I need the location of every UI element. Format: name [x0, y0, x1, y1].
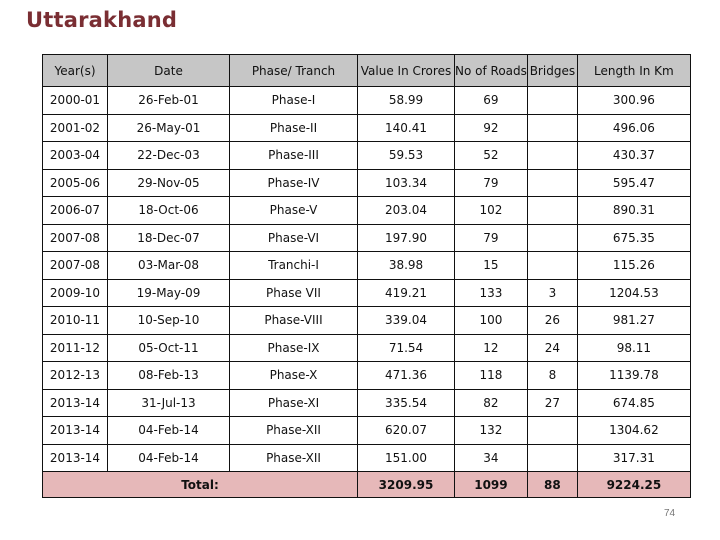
header-value: Value In Crores	[358, 55, 455, 87]
cell-date: 26-May-01	[108, 114, 230, 142]
cell-roads: 82	[455, 389, 528, 417]
cell-years: 2012-13	[43, 362, 108, 390]
cell-length: 1204.53	[577, 279, 690, 307]
cell-bridges	[527, 417, 577, 445]
table-row	[43, 114, 691, 142]
table-row	[43, 87, 691, 115]
cell-years: 2013-14	[43, 417, 108, 445]
cell-date: 29-Nov-05	[108, 169, 230, 197]
total-bridges: 88	[527, 472, 577, 498]
cell-date: 04-Feb-14	[108, 444, 230, 472]
cell-bridges	[527, 252, 577, 280]
cell-roads: 34	[455, 444, 528, 472]
table-row	[43, 142, 691, 170]
cell-roads: 69	[455, 87, 528, 115]
cell-years: 2003-04	[43, 142, 108, 170]
cell-value: 471.36	[358, 362, 455, 390]
cell-length: 1139.78	[577, 362, 690, 390]
cell-value: 151.00	[358, 444, 455, 472]
cell-roads: 92	[455, 114, 528, 142]
page-title: Uttarakhand	[26, 8, 178, 32]
table-row	[43, 224, 691, 252]
cell-value: 103.34	[358, 169, 455, 197]
cell-phase: Phase-III	[230, 142, 358, 170]
cell-length: 674.85	[577, 389, 690, 417]
cell-value: 58.99	[358, 87, 455, 115]
cell-bridges: 24	[527, 334, 577, 362]
header-years: Year(s)	[43, 55, 108, 87]
cell-phase: Phase VII	[230, 279, 358, 307]
cell-phase: Phase-XII	[230, 417, 358, 445]
cell-date: 08-Feb-13	[108, 362, 230, 390]
cell-length: 317.31	[577, 444, 690, 472]
cell-value: 419.21	[358, 279, 455, 307]
table-row	[43, 252, 691, 280]
cell-phase: Phase-IV	[230, 169, 358, 197]
cell-date: 31-Jul-13	[108, 389, 230, 417]
table-row	[43, 197, 691, 225]
cell-phase: Phase-XII	[230, 444, 358, 472]
cell-years: 2010-11	[43, 307, 108, 335]
cell-phase: Phase-II	[230, 114, 358, 142]
cell-years: 2011-12	[43, 334, 108, 362]
cell-phase: Phase-XI	[230, 389, 358, 417]
cell-length: 430.37	[577, 142, 690, 170]
cell-value: 197.90	[358, 224, 455, 252]
table-row	[43, 334, 691, 362]
cell-years: 2013-14	[43, 389, 108, 417]
cell-phase: Tranchi-I	[230, 252, 358, 280]
cell-bridges: 27	[527, 389, 577, 417]
cell-bridges	[527, 87, 577, 115]
cell-phase: Phase-X	[230, 362, 358, 390]
cell-roads: 15	[455, 252, 528, 280]
cell-bridges	[527, 142, 577, 170]
cell-roads: 79	[455, 224, 528, 252]
cell-date: 04-Feb-14	[108, 417, 230, 445]
page-number: 74	[664, 508, 676, 519]
cell-roads: 132	[455, 417, 528, 445]
cell-bridges	[527, 224, 577, 252]
header-date: Date	[108, 55, 230, 87]
cell-phase: Phase-IX	[230, 334, 358, 362]
table-row	[43, 362, 691, 390]
cell-bridges	[527, 444, 577, 472]
cell-date: 18-Dec-07	[108, 224, 230, 252]
header-bridges: Bridges	[527, 55, 577, 87]
cell-length: 981.27	[577, 307, 690, 335]
total-value: 3209.95	[358, 472, 455, 498]
header-phase: Phase/ Tranch	[230, 55, 358, 87]
cell-length: 890.31	[577, 197, 690, 225]
cell-value: 339.04	[358, 307, 455, 335]
cell-date: 26-Feb-01	[108, 87, 230, 115]
cell-value: 38.98	[358, 252, 455, 280]
cell-date: 22-Dec-03	[108, 142, 230, 170]
cell-phase: Phase-V	[230, 197, 358, 225]
cell-roads: 79	[455, 169, 528, 197]
cell-phase: Phase-VI	[230, 224, 358, 252]
cell-years: 2013-14	[43, 444, 108, 472]
cell-date: 18-Oct-06	[108, 197, 230, 225]
total-length: 9224.25	[577, 472, 690, 498]
cell-length: 98.11	[577, 334, 690, 362]
cell-date: 19-May-09	[108, 279, 230, 307]
cell-roads: 100	[455, 307, 528, 335]
header-length: Length In Km	[577, 55, 690, 87]
cell-value: 335.54	[358, 389, 455, 417]
cell-date: 05-Oct-11	[108, 334, 230, 362]
table-header-row	[43, 55, 691, 87]
cell-length: 675.35	[577, 224, 690, 252]
cell-phase: Phase-I	[230, 87, 358, 115]
cell-years: 2009-10	[43, 279, 108, 307]
cell-bridges: 8	[527, 362, 577, 390]
total-row	[43, 472, 691, 498]
cell-length: 115.26	[577, 252, 690, 280]
table-row	[43, 279, 691, 307]
cell-roads: 102	[455, 197, 528, 225]
table-row	[43, 169, 691, 197]
cell-date: 03-Mar-08	[108, 252, 230, 280]
cell-length: 496.06	[577, 114, 690, 142]
cell-bridges: 3	[527, 279, 577, 307]
total-roads: 1099	[455, 472, 528, 498]
total-label: Total:	[43, 472, 358, 498]
cell-value: 620.07	[358, 417, 455, 445]
cell-length: 1304.62	[577, 417, 690, 445]
cell-years: 2006-07	[43, 197, 108, 225]
cell-years: 2001-02	[43, 114, 108, 142]
header-roads: No of Roads	[455, 55, 528, 87]
cell-value: 71.54	[358, 334, 455, 362]
table-row	[43, 389, 691, 417]
table-row	[43, 417, 691, 445]
cell-years: 2005-06	[43, 169, 108, 197]
table-row	[43, 444, 691, 472]
cell-value: 140.41	[358, 114, 455, 142]
cell-years: 2000-01	[43, 87, 108, 115]
cell-value: 203.04	[358, 197, 455, 225]
cell-value: 59.53	[358, 142, 455, 170]
cell-length: 595.47	[577, 169, 690, 197]
cell-roads: 133	[455, 279, 528, 307]
cell-years: 2007-08	[43, 224, 108, 252]
cell-years: 2007-08	[43, 252, 108, 280]
table-row	[43, 307, 691, 335]
cell-bridges	[527, 197, 577, 225]
cell-bridges	[527, 169, 577, 197]
cell-phase: Phase-VIII	[230, 307, 358, 335]
phase-summary-table	[42, 54, 691, 498]
cell-roads: 12	[455, 334, 528, 362]
cell-bridges	[527, 114, 577, 142]
cell-roads: 52	[455, 142, 528, 170]
cell-bridges: 26	[527, 307, 577, 335]
cell-roads: 118	[455, 362, 528, 390]
cell-date: 10-Sep-10	[108, 307, 230, 335]
cell-length: 300.96	[577, 87, 690, 115]
